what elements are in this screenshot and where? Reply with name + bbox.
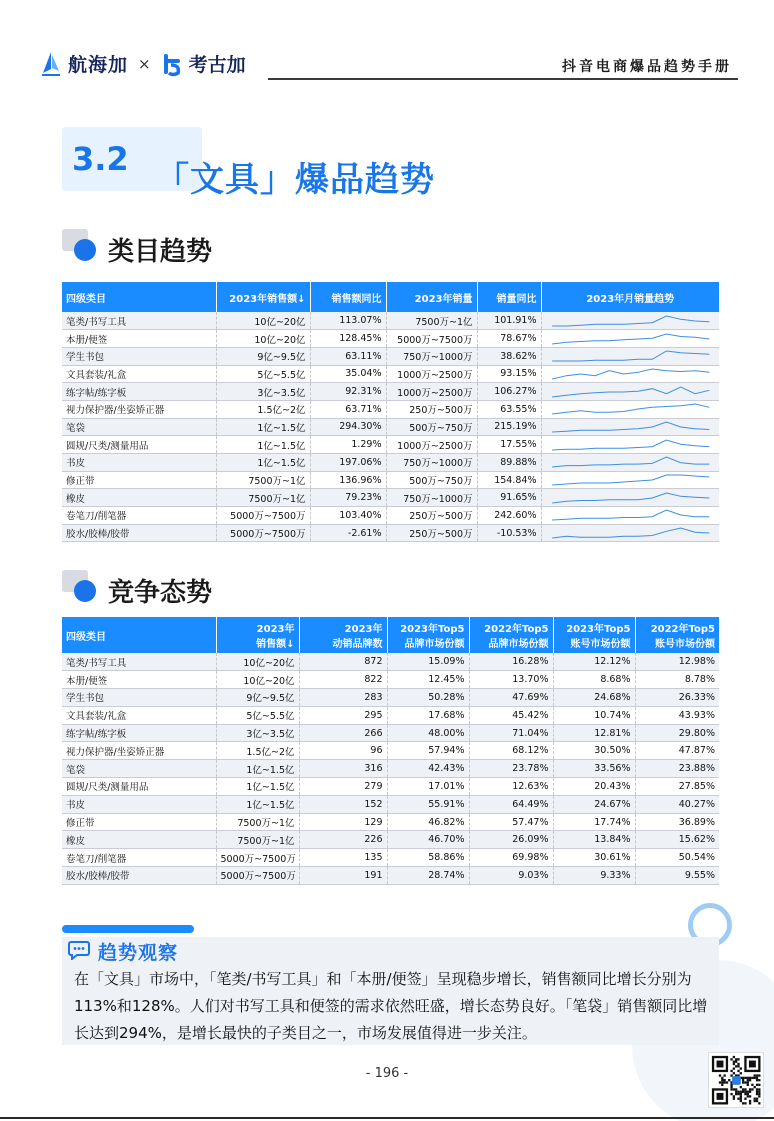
monthly-volume-sparkline (544, 401, 718, 417)
column-header: 销售额同比 (310, 282, 386, 312)
category-cell: 视力保护器/坐姿矫正器 (62, 742, 216, 760)
category-cell: 胶水/胶棒/胶带 (62, 867, 216, 885)
volume-yoy-cell: 17.55% (477, 436, 541, 454)
table-row (62, 706, 719, 724)
category-cell: 笔袋 (62, 760, 216, 778)
category-cell: 学生书包 (62, 689, 216, 707)
brand-count-cell: 283 (299, 689, 387, 707)
brand-share-2023-cell: 48.00% (387, 724, 469, 742)
page-number: - 196 - (365, 1066, 409, 1081)
brand-count-cell: 152 (299, 795, 387, 813)
column-header-line: 动销品牌数 (332, 639, 383, 650)
chat-bubble-icon (68, 940, 90, 960)
brand-share-2022-cell: 68.12% (469, 742, 553, 760)
table-row (62, 436, 719, 454)
category-cell: 卷笔刀/削笔器 (62, 507, 216, 525)
brand-share-2022-cell: 64.49% (469, 795, 553, 813)
table-header-row (62, 617, 719, 653)
sales-cell: 1亿~1.5亿 (216, 454, 310, 472)
footer-divider (0, 1117, 774, 1119)
volume-cell: 250万~500万 (386, 507, 477, 525)
sales-cell: 1亿~1.5亿 (216, 436, 310, 454)
column-header: 2023年月销量趋势 (541, 282, 719, 312)
table-row (62, 813, 719, 831)
column-header-line: 2022年Top5 (484, 624, 549, 635)
insight-title: 趋势观察 (98, 942, 179, 964)
brand-share-2022-cell: 47.69% (469, 689, 553, 707)
table-row (62, 471, 719, 489)
brand-share-2023-cell: 42.43% (387, 760, 469, 778)
brand-count-cell: 191 (299, 867, 387, 885)
category-cell: 学生书包 (62, 347, 216, 365)
page-header (0, 0, 774, 90)
brand-count-cell: 129 (299, 813, 387, 831)
account-share-2023-cell: 30.61% (553, 849, 635, 867)
category-trend-heading-text: 类目趋势 (108, 237, 213, 267)
brand-count-cell: 135 (299, 849, 387, 867)
column-header-line: 品牌市场份额 (488, 639, 549, 650)
sparkline-path (552, 440, 709, 450)
monthly-volume-sparkline (544, 384, 718, 400)
volume-cell: 250万~500万 (386, 524, 477, 542)
brand-share-2022-cell: 16.28% (469, 653, 553, 671)
brand-share-2022-cell: 69.98% (469, 849, 553, 867)
column-header-line: 2022年Top5 (650, 624, 715, 635)
category-cell: 笔袋 (62, 418, 216, 436)
monthly-volume-sparkline (544, 313, 718, 329)
sparkline-path (552, 351, 709, 361)
table-row (62, 524, 719, 542)
sales-yoy-cell: -2.61% (310, 524, 386, 542)
account-share-2023-cell: 9.33% (553, 867, 635, 885)
category-cell: 卷笔刀/削笔器 (62, 849, 216, 867)
account-share-2022-cell: 36.89% (635, 813, 719, 831)
brand-share-2022-cell: 9.03% (469, 867, 553, 885)
sparkline-path (552, 422, 709, 432)
sales-yoy-cell: 63.11% (310, 347, 386, 365)
sales-cell: 7500万~1亿 (216, 489, 310, 507)
account-share-2023-cell: 30.50% (553, 742, 635, 760)
volume-cell: 7500万~1亿 (386, 312, 477, 330)
sales-yoy-cell: 113.07% (310, 312, 386, 330)
handbook-title: 抖音电商爆品趋势手册 (562, 59, 732, 75)
table-row (62, 312, 719, 330)
account-share-2023-cell: 24.67% (553, 795, 635, 813)
volume-cell: 250万~500万 (386, 400, 477, 418)
category-trend-heading (62, 229, 312, 269)
volume-cell: 750万~1000万 (386, 347, 477, 365)
category-cell: 笔类/书写工具 (62, 312, 216, 330)
account-share-2022-cell: 40.27% (635, 795, 719, 813)
account-share-2023-cell: 13.84% (553, 831, 635, 849)
volume-yoy-cell: 78.67% (477, 330, 541, 348)
sales-cell: 5亿~5.5亿 (216, 706, 299, 724)
account-share-2023-cell: 33.56% (553, 760, 635, 778)
heading-dot-icon (74, 239, 96, 261)
volume-yoy-cell: 93.15% (477, 365, 541, 383)
sales-cell: 10亿~20亿 (216, 312, 310, 330)
sparkline-cell (541, 454, 719, 472)
brand-count-cell: 295 (299, 706, 387, 724)
category-cell: 视力保护器/坐姿矫正器 (62, 400, 216, 418)
sales-cell: 1亿~1.5亿 (216, 795, 299, 813)
brand-share-2023-cell: 55.91% (387, 795, 469, 813)
account-share-2022-cell: 15.62% (635, 831, 719, 849)
volume-yoy-cell: 91.65% (477, 489, 541, 507)
volume-cell: 1000万~2500万 (386, 436, 477, 454)
sales-cell: 5000万~7500万 (216, 849, 299, 867)
table-row (62, 347, 719, 365)
sparkline-cell (541, 365, 719, 383)
sparkline-cell (541, 383, 719, 401)
sales-yoy-cell: 128.45% (310, 330, 386, 348)
sales-cell: 10亿~20亿 (216, 671, 299, 689)
column-header-line: 品牌市场份额 (404, 639, 465, 650)
table-row (62, 365, 719, 383)
volume-yoy-cell: 63.55% (477, 400, 541, 418)
sparkline-path (552, 528, 709, 538)
monthly-volume-sparkline (544, 490, 718, 506)
brand-share-2022-cell: 26.09% (469, 831, 553, 849)
account-share-2023-cell: 8.68% (553, 671, 635, 689)
table-row (62, 653, 719, 671)
sales-cell: 7500万~1亿 (216, 471, 310, 489)
sail-logo-icon (40, 51, 62, 77)
brand-share-2022-cell: 45.42% (469, 706, 553, 724)
table-row (62, 831, 719, 849)
volume-yoy-cell: 106.27% (477, 383, 541, 401)
account-share-2022-cell: 8.78% (635, 671, 719, 689)
category-cell: 橡皮 (62, 831, 216, 849)
account-share-2022-cell: 47.87% (635, 742, 719, 760)
monthly-volume-sparkline (544, 348, 718, 364)
table-row (62, 724, 719, 742)
category-cell: 本册/便签 (62, 671, 216, 689)
competition-heading-text: 竞争态势 (108, 578, 213, 608)
column-header (387, 617, 469, 653)
table-row (62, 867, 719, 885)
table-row (62, 760, 719, 778)
account-share-2022-cell: 43.93% (635, 706, 719, 724)
sparkline-path (552, 369, 709, 379)
account-share-2023-cell: 20.43% (553, 778, 635, 796)
insight-accent-bar (62, 925, 194, 933)
brand-share-2023-cell: 17.01% (387, 778, 469, 796)
sparkline-path (552, 457, 709, 467)
table-row (62, 795, 719, 813)
brand-logos (40, 50, 246, 77)
sales-cell: 5000万~7500万 (216, 507, 310, 525)
sales-yoy-cell: 294.30% (310, 418, 386, 436)
sales-cell: 3亿~3.5亿 (216, 383, 310, 401)
sparkline-cell (541, 312, 719, 330)
category-cell: 修正带 (62, 813, 216, 831)
category-cell: 练字帖/练字板 (62, 724, 216, 742)
table-row (62, 418, 719, 436)
brand-share-2022-cell: 12.63% (469, 778, 553, 796)
competition-table (62, 617, 719, 885)
column-header-line: 四级类目 (66, 631, 106, 643)
category-cell: 笔类/书写工具 (62, 653, 216, 671)
sparkline-path (552, 316, 709, 326)
volume-cell: 500万~750万 (386, 418, 477, 436)
sales-yoy-cell: 1.29% (310, 436, 386, 454)
sparkline-path (552, 387, 709, 397)
insight-text: 在「文具」市场中，「笔类/书写工具」和「本册/便签」呈现稳步增长，销售额同比增长分别为113%和128%。人们对书写工具和便签的需求依然旺盛，增长态势良好。「笔袋」销售额同比增长达到294%，是增长最快的子类目之一，市场发展值得进一步关注。 (74, 970, 708, 1042)
account-share-2022-cell: 12.98% (635, 653, 719, 671)
column-header (553, 617, 635, 653)
account-share-2022-cell: 29.80% (635, 724, 719, 742)
sales-cell: 1亿~1.5亿 (216, 418, 310, 436)
column-header-sortable[interactable]: 2023年销售额↓ (216, 282, 310, 312)
sparkline-cell (541, 436, 719, 454)
table-row (62, 330, 719, 348)
sales-cell: 5000万~7500万 (216, 867, 299, 885)
brand-count-cell: 872 (299, 653, 387, 671)
monthly-volume-sparkline (544, 437, 718, 453)
sparkline-path (552, 404, 709, 414)
brand-share-2023-cell: 15.09% (387, 653, 469, 671)
sales-cell: 5000万~7500万 (216, 524, 310, 542)
account-share-2023-cell: 17.74% (553, 813, 635, 831)
sales-yoy-cell: 136.96% (310, 471, 386, 489)
table-row (62, 383, 719, 401)
table-row (62, 489, 719, 507)
category-cell: 练字帖/练字板 (62, 383, 216, 401)
category-cell: 书皮 (62, 795, 216, 813)
brand-count-cell: 96 (299, 742, 387, 760)
sales-yoy-cell: 197.06% (310, 454, 386, 472)
sales-cell: 1亿~1.5亿 (216, 760, 299, 778)
account-share-2022-cell: 9.55% (635, 867, 719, 885)
column-header-line: 销售额↓ (256, 639, 295, 650)
volume-yoy-cell: 154.84% (477, 471, 541, 489)
category-cell: 橡皮 (62, 489, 216, 507)
column-header: 2023年销量 (386, 282, 477, 312)
sparkline-cell (541, 489, 719, 507)
sales-cell: 7500万~1亿 (216, 813, 299, 831)
account-share-2022-cell: 50.54% (635, 849, 719, 867)
sales-yoy-cell: 79.23% (310, 489, 386, 507)
category-trend-table (62, 282, 719, 542)
account-share-2022-cell: 26.33% (635, 689, 719, 707)
monthly-volume-sparkline (544, 507, 718, 523)
qr-code-icon (708, 1052, 764, 1108)
brand-share-2023-cell: 50.28% (387, 689, 469, 707)
monthly-volume-sparkline (544, 472, 718, 488)
sparkline-cell (541, 524, 719, 542)
table-header-row (62, 282, 719, 312)
table-row (62, 671, 719, 689)
sparkline-cell (541, 400, 719, 418)
sales-cell: 9亿~9.5亿 (216, 689, 299, 707)
monthly-volume-sparkline (544, 454, 718, 470)
logo-hanghaijia-text: 航海加 (68, 54, 129, 76)
table-row (62, 742, 719, 760)
logo-separator: × (138, 54, 151, 73)
brand-share-2023-cell: 57.94% (387, 742, 469, 760)
sparkline-path (552, 510, 709, 520)
category-cell: 文具套装/礼盒 (62, 365, 216, 383)
brand-share-2022-cell: 13.70% (469, 671, 553, 689)
sparkline-path (552, 334, 709, 344)
brand-share-2023-cell: 17.68% (387, 706, 469, 724)
brand-count-cell: 266 (299, 724, 387, 742)
column-header: 销量同比 (477, 282, 541, 312)
brand-count-cell: 226 (299, 831, 387, 849)
sales-yoy-cell: 103.40% (310, 507, 386, 525)
sales-cell: 9亿~9.5亿 (216, 347, 310, 365)
volume-cell: 1000万~2500万 (386, 365, 477, 383)
table-row (62, 507, 719, 525)
category-cell: 本册/便签 (62, 330, 216, 348)
volume-cell: 750万~1000万 (386, 489, 477, 507)
sales-cell: 3亿~3.5亿 (216, 724, 299, 742)
section-number: 3.2 (72, 140, 129, 178)
column-header (62, 617, 216, 653)
brand-count-cell: 279 (299, 778, 387, 796)
column-header-sortable[interactable] (216, 617, 299, 653)
column-header-line: 账号市场份额 (655, 639, 715, 650)
column-header (299, 617, 387, 653)
volume-yoy-cell: 242.60% (477, 507, 541, 525)
volume-cell: 5000万~7500万 (386, 330, 477, 348)
column-header-line: 2023年 (256, 624, 295, 635)
column-header (469, 617, 553, 653)
sales-yoy-cell: 92.31% (310, 383, 386, 401)
column-header (635, 617, 719, 653)
volume-yoy-cell: 215.19% (477, 418, 541, 436)
account-share-2023-cell: 12.12% (553, 653, 635, 671)
account-share-2023-cell: 12.81% (553, 724, 635, 742)
column-header-line: 账号市场份额 (570, 639, 631, 650)
header-divider (268, 78, 738, 80)
volume-yoy-cell: -10.53% (477, 524, 541, 542)
table-row (62, 778, 719, 796)
column-header-line: 2023年 (344, 624, 383, 635)
category-cell: 文具套装/礼盒 (62, 706, 216, 724)
brand-share-2022-cell: 23.78% (469, 760, 553, 778)
logo-kaogujia-text: 考古加 (188, 54, 246, 76)
volume-yoy-cell: 89.88% (477, 454, 541, 472)
table-row (62, 400, 719, 418)
brand-share-2022-cell: 71.04% (469, 724, 553, 742)
sales-cell: 1.5亿~2亿 (216, 400, 310, 418)
brand-count-cell: 822 (299, 671, 387, 689)
column-header: 四级类目 (62, 282, 216, 312)
sparkline-cell (541, 471, 719, 489)
brand-share-2023-cell: 58.86% (387, 849, 469, 867)
table-row (62, 689, 719, 707)
category-cell: 圆规/尺类/测量用品 (62, 436, 216, 454)
column-header-line: 2023年Top5 (566, 624, 631, 635)
section-title: 「文具」爆品趋势 (155, 160, 435, 200)
sales-cell: 1亿~1.5亿 (216, 778, 299, 796)
column-header-line: 2023年Top5 (400, 624, 465, 635)
volume-cell: 750万~1000万 (386, 454, 477, 472)
monthly-volume-sparkline (544, 366, 718, 382)
volume-yoy-cell: 38.62% (477, 347, 541, 365)
sales-cell: 7500万~1亿 (216, 831, 299, 849)
account-share-2022-cell: 23.88% (635, 760, 719, 778)
monthly-volume-sparkline (544, 525, 718, 541)
sales-cell: 1.5亿~2亿 (216, 742, 299, 760)
heading-dot-icon (74, 580, 96, 602)
sparkline-path (552, 475, 709, 485)
brand-count-cell: 316 (299, 760, 387, 778)
account-share-2023-cell: 10.74% (553, 706, 635, 724)
brand-share-2023-cell: 12.45% (387, 671, 469, 689)
category-cell: 胶水/胶棒/胶带 (62, 524, 216, 542)
monthly-volume-sparkline (544, 419, 718, 435)
sparkline-cell (541, 418, 719, 436)
category-cell: 圆规/尺类/测量用品 (62, 778, 216, 796)
sales-cell: 10亿~20亿 (216, 653, 299, 671)
volume-cell: 1000万~2500万 (386, 383, 477, 401)
table-row (62, 454, 719, 472)
account-share-2023-cell: 24.68% (553, 689, 635, 707)
table-row (62, 849, 719, 867)
brand-share-2022-cell: 57.47% (469, 813, 553, 831)
sparkline-cell (541, 347, 719, 365)
brand-share-2023-cell: 28.74% (387, 867, 469, 885)
category-cell: 书皮 (62, 454, 216, 472)
volume-yoy-cell: 101.91% (477, 312, 541, 330)
brand-share-2023-cell: 46.70% (387, 831, 469, 849)
brand-share-2023-cell: 46.82% (387, 813, 469, 831)
sales-yoy-cell: 63.71% (310, 400, 386, 418)
kaogujia-logo-icon (161, 51, 183, 77)
sales-cell: 5亿~5.5亿 (216, 365, 310, 383)
sales-yoy-cell: 35.04% (310, 365, 386, 383)
sparkline-path (552, 493, 709, 503)
account-share-2022-cell: 27.85% (635, 778, 719, 796)
volume-cell: 500万~750万 (386, 471, 477, 489)
category-cell: 修正带 (62, 471, 216, 489)
sparkline-cell (541, 507, 719, 525)
monthly-volume-sparkline (544, 331, 718, 347)
sparkline-cell (541, 330, 719, 348)
sales-cell: 10亿~20亿 (216, 330, 310, 348)
competition-heading (62, 570, 312, 610)
